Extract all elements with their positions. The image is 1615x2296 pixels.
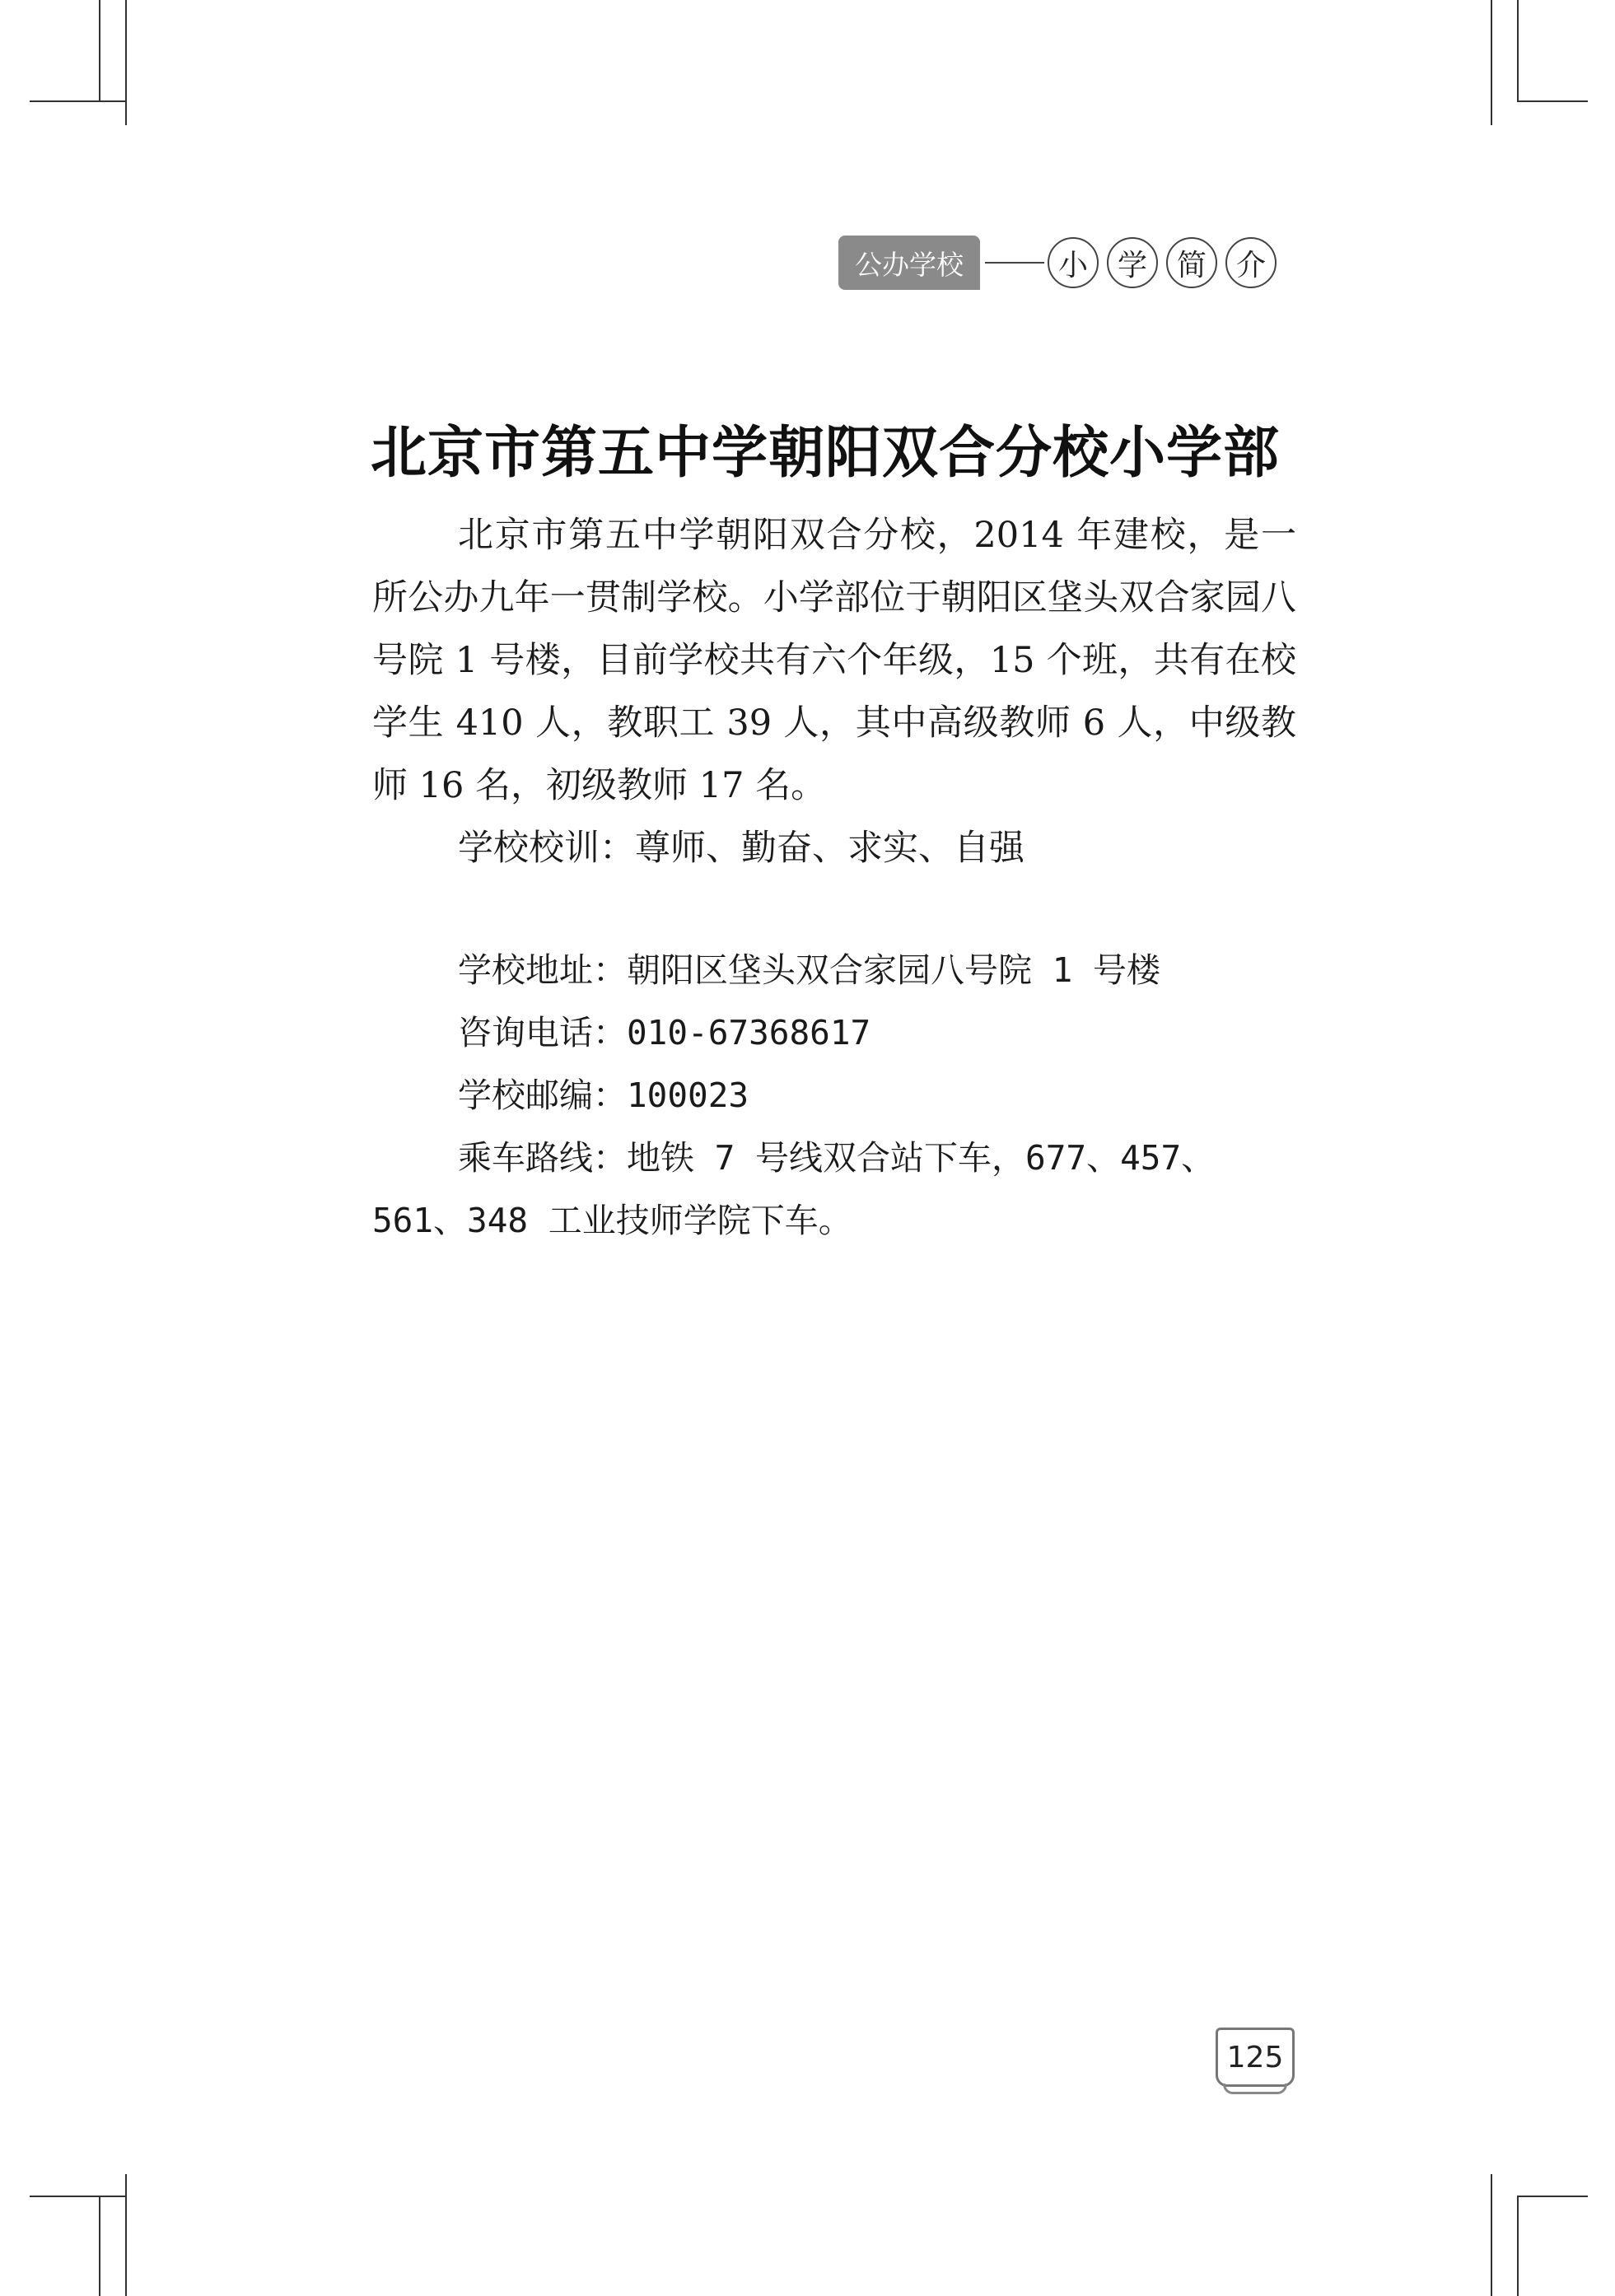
- page-number: 125: [1216, 2028, 1295, 2087]
- crop-mark: [1491, 0, 1492, 125]
- circle-char: 学: [1107, 237, 1158, 288]
- circle-char: 介: [1225, 237, 1277, 288]
- intro-section: [372, 504, 1296, 880]
- crop-mark: [1517, 2196, 1519, 2296]
- crop-mark: [125, 0, 127, 125]
- circle-char: 小: [1048, 237, 1099, 288]
- transit-route: 乘车路线：地铁 7 号线双合站下车，677、457、561、348 工业技师学院下车。: [372, 1138, 1216, 1240]
- contact-info: [372, 939, 1296, 1252]
- crop-mark: [30, 100, 125, 102]
- circle-char: 简: [1166, 237, 1217, 288]
- school-address: 学校地址：朝阳区垡头双合家园八号院 1 号楼: [458, 950, 1161, 990]
- postal-code: 学校邮编：100023: [458, 1076, 749, 1115]
- crop-mark: [1517, 0, 1519, 100]
- section-header: [838, 234, 1285, 292]
- crop-mark: [99, 0, 100, 100]
- crop-mark: [99, 2196, 100, 2296]
- section-tag: 公办学校: [838, 236, 980, 290]
- crop-mark: [1517, 100, 1588, 102]
- header-divider: [985, 262, 1044, 264]
- page-title: 北京市第五中学朝阳双合分校小学部: [371, 421, 1281, 486]
- crop-mark: [1517, 2196, 1588, 2197]
- section-title-circles: [1048, 237, 1285, 288]
- crop-mark: [30, 2196, 125, 2197]
- crop-mark: [125, 2174, 127, 2296]
- intro-paragraph: 北京市第五中学朝阳双合分校，2014 年建校，是一所公办九年一贯制学校。小学部位于朝阳区垡头双合家园八号院 1 号楼，目前学校共有六个年级，15 个班，共有在校学生 410 人，教职工 39 人，其中高级教师 6 人，中级教师 16 名，初级教师 17 名。: [372, 515, 1296, 806]
- contact-phone: 咨询电话：010-67368617: [458, 1013, 871, 1052]
- crop-mark: [1491, 2174, 1492, 2296]
- school-motto: 学校校训：尊师、勤奋、求实、自强: [458, 828, 1025, 869]
